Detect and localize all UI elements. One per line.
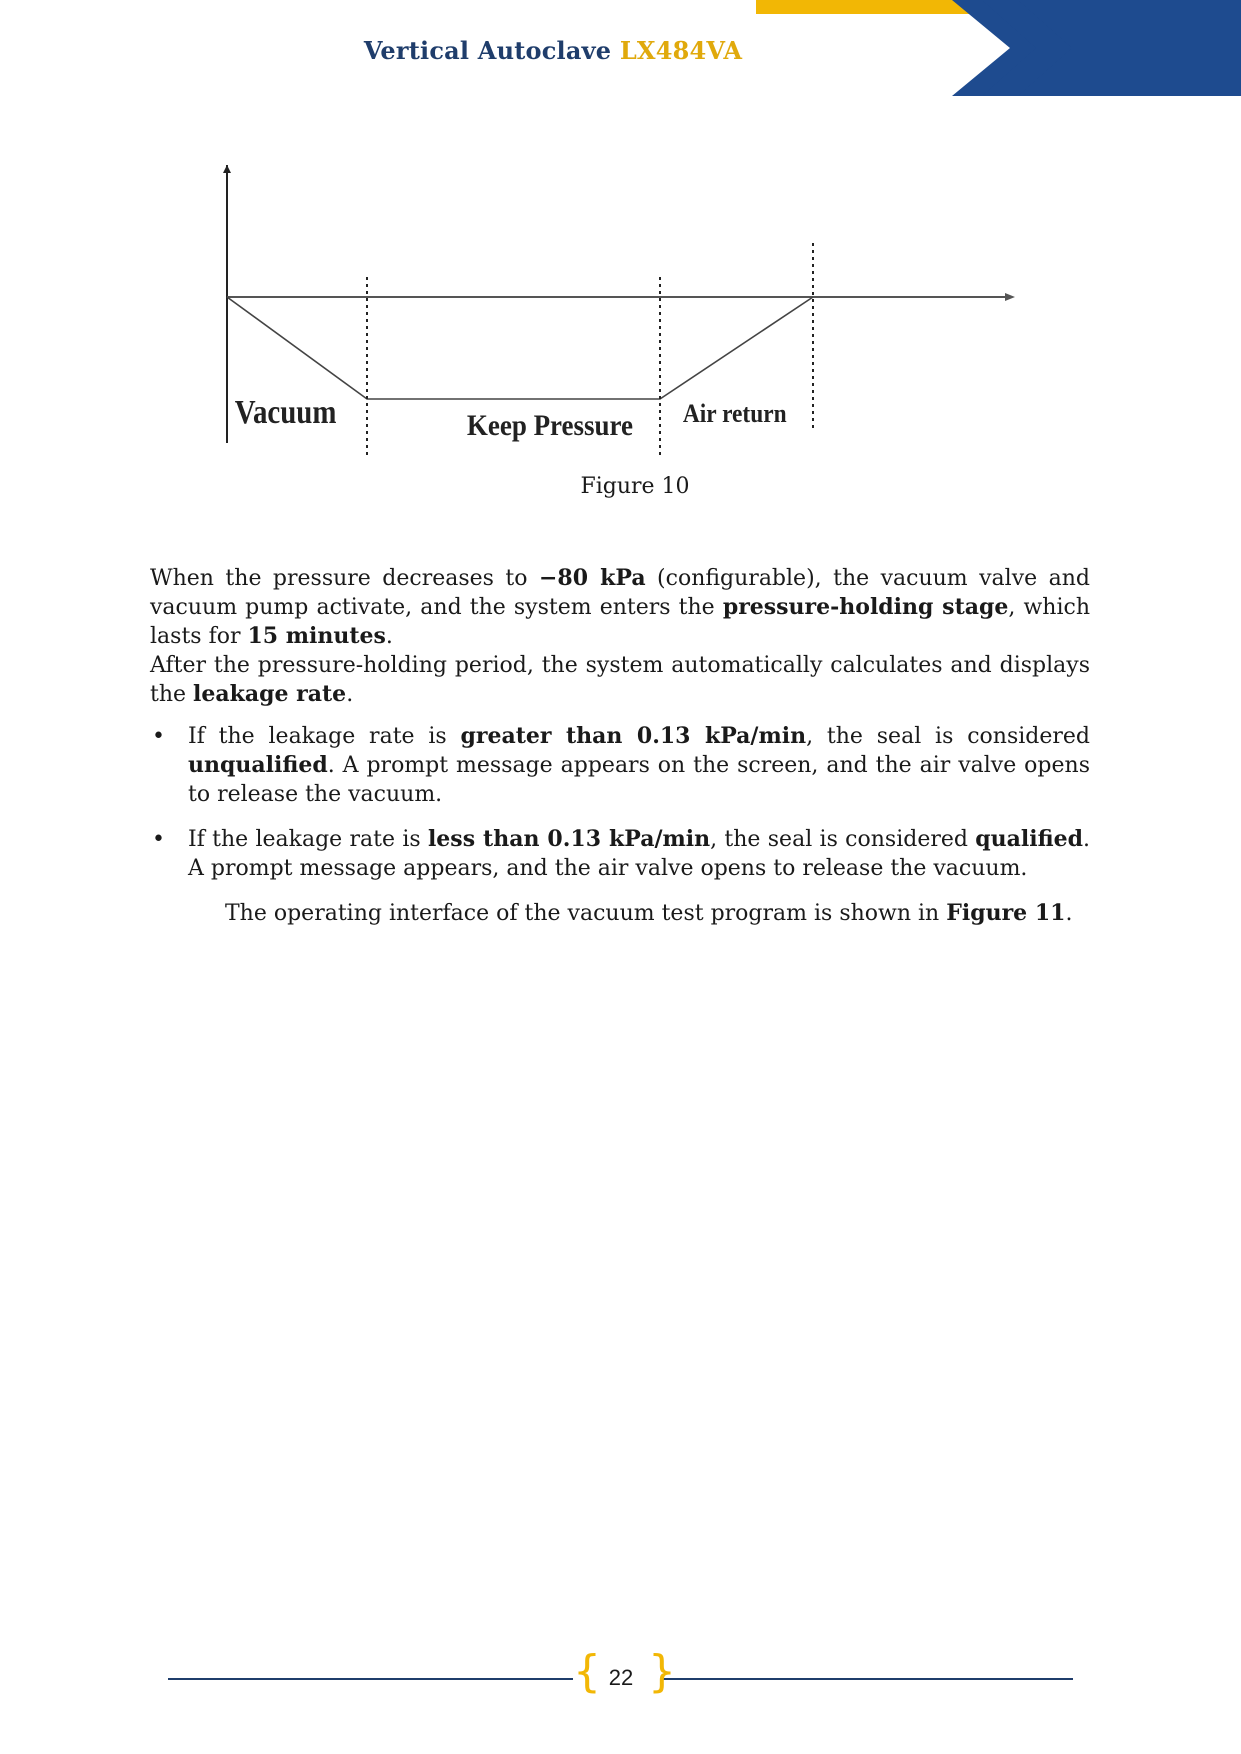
- bold-stage-name: pressure-holding stage: [722, 594, 1009, 620]
- pressure-curve: [227, 297, 813, 399]
- text-run: , the seal is considered: [710, 827, 976, 852]
- list-item: [150, 825, 1090, 883]
- bullet-marker: •: [152, 827, 165, 852]
- text-run: If the leakage rate is: [188, 724, 461, 749]
- bold-duration: 15 minutes: [247, 623, 386, 649]
- bold-leakage-rate: leakage rate: [193, 681, 347, 707]
- text-run: .: [1065, 901, 1073, 926]
- text-run: The operating interface of the vacuum test program is shown in: [225, 901, 947, 926]
- blue-chevron: [952, 0, 1241, 96]
- label-keep-pressure: Keep Pressure: [466, 409, 633, 443]
- text-run: , the seal is considered: [806, 724, 1090, 749]
- paragraph-leakage-rate: [150, 651, 1090, 709]
- leakage-result-list: [150, 722, 1090, 883]
- label-vacuum: Vacuum: [234, 392, 337, 431]
- pressure-cycle-diagram: [205, 165, 1035, 465]
- bold-threshold: less than 0.13 kPa/min: [427, 826, 711, 852]
- bold-threshold: greater than 0.13 kPa/min: [460, 723, 807, 749]
- text-run: If the leakage rate is: [188, 827, 428, 852]
- page-bracket-open: {: [573, 1646, 601, 1697]
- text-run: After the pressure-holding period, the system automatically calculates and displays the: [150, 653, 1090, 707]
- bold-figure-reference: Figure 11: [946, 900, 1066, 926]
- y-axis-arrow: [223, 165, 231, 173]
- x-axis-arrow: [1005, 293, 1015, 301]
- bold-result: qualified: [975, 826, 1083, 852]
- model-number: LX484VA: [619, 36, 743, 65]
- bold-result: unqualified: [188, 752, 328, 778]
- page-number: 22: [608, 1665, 634, 1690]
- list-item: [150, 722, 1090, 809]
- text-run: . A prompt message appears on the screen, and the air valve opens to release the vacuum.: [188, 753, 1090, 807]
- text-run: .: [385, 624, 393, 649]
- paragraph-figure-reference: [150, 899, 1090, 928]
- title-prefix: Vertical Autoclave: [363, 36, 620, 65]
- page-bracket-close: }: [648, 1646, 676, 1697]
- text-run: . A prompt message appears, and the air valve opens to release the vacuum.: [188, 827, 1090, 881]
- text-run: .: [346, 682, 354, 707]
- text-run: , which lasts for: [150, 595, 1090, 649]
- paragraph-pressure-decrease: [150, 564, 1090, 651]
- header-chevron-graphic: [756, 0, 1241, 96]
- label-air-return: Air return: [682, 399, 787, 429]
- footer-rule-left: [168, 1678, 573, 1680]
- bold-pressure-value: −80 kPa: [538, 565, 646, 591]
- bullet-marker: •: [152, 724, 165, 749]
- figure-caption: Figure 10: [580, 474, 690, 499]
- text-run: When the pressure decreases to: [150, 566, 539, 591]
- text-run: (configurable), the vacuum valve and vacuum pump activate, and the system enters the: [150, 566, 1090, 620]
- body-text: [150, 564, 1090, 928]
- footer-rule-right: [663, 1678, 1073, 1680]
